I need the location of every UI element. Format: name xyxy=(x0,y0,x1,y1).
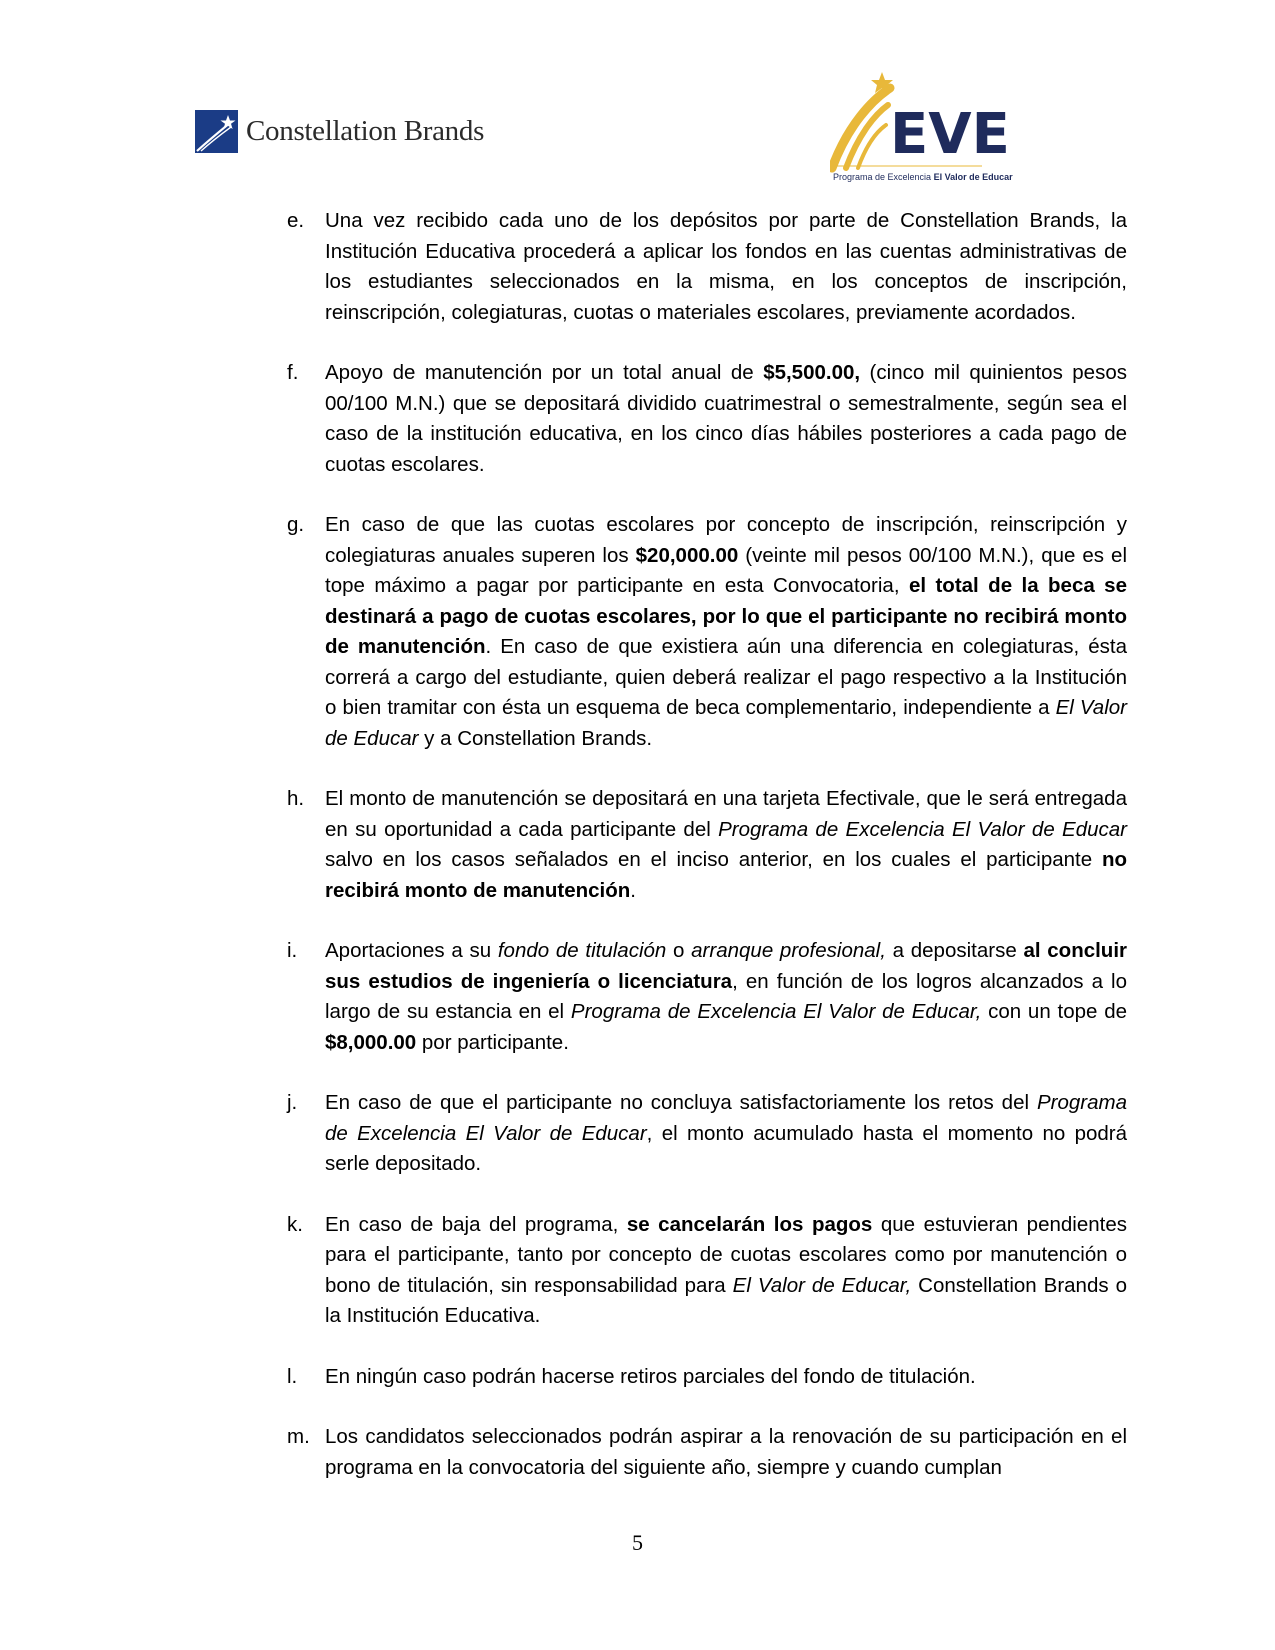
list-item-text xyxy=(325,1422,1127,1483)
bold-text: no recibirá monto de manutención xyxy=(325,848,1127,902)
list-item xyxy=(287,206,1127,328)
text-segment: El monto de manutención se depositará en una tarjeta Efectivale, que le será entregada en su oportunidad a cada participante del xyxy=(325,787,1127,841)
italic-text: fondo de titulación xyxy=(497,939,667,962)
italic-text: El Valor de Educar, xyxy=(732,1273,912,1297)
text-segment: (cinco mil quinientos pesos 00/100 M.N.) que se depositará dividido cuatrimestral o semestralmente, según sea el caso de la institución educativa, en los cinco días hábiles posteriores a cada pago de cuotas escolares. xyxy=(325,361,1127,476)
text-segment: En caso de que las cuotas escolares por concepto de inscripción, reinscripción y colegiaturas anuales superen los xyxy=(325,513,1127,567)
bold-text: $8,000.00 xyxy=(325,1030,417,1054)
text-segment: , el monto acumulado hasta el momento no podrá serle depositado. xyxy=(325,1121,1127,1175)
text-segment: y a Constellation Brands. xyxy=(418,726,653,750)
bold-text: al concluir sus estudios de ingeniería o licenciatura xyxy=(325,939,1128,993)
text-segment: . En caso de que existiera aún una diferencia en colegiaturas, ésta correrá a cargo del estudiante, quien deberá realizar el pago respectivo a la Institución o bien tramitar con ésta un esquema de beca complementario, independiente a xyxy=(325,635,1128,719)
list-marker: h. xyxy=(287,787,305,810)
list-item xyxy=(287,358,1127,480)
list-marker: l. xyxy=(287,1364,298,1388)
constellation-star-icon xyxy=(195,110,238,153)
italic-text: El Valor de Educar xyxy=(325,696,1127,750)
italic-text: arranque profesional, xyxy=(691,939,886,962)
text-segment: Apoyo de manutención por un total anual de xyxy=(325,361,764,384)
bold-text: $5,500.00, xyxy=(763,361,861,384)
list-item-text xyxy=(325,1210,1127,1332)
list-item xyxy=(287,1210,1127,1332)
text-segment: Los candidatos seleccionados podrán aspirar a la renovación de su participación en el programa en la convocatoria del siguiente año, siempre y cuando cumplan xyxy=(325,1425,1127,1479)
list-marker: f. xyxy=(287,361,299,384)
page-number: 5 xyxy=(632,1530,643,1555)
italic-text: Programa de Excelencia El Valor de Educar xyxy=(718,817,1127,841)
list-marker: i. xyxy=(287,939,298,962)
bold-text: se cancelarán los pagos xyxy=(626,1212,873,1236)
list-item-text xyxy=(325,206,1127,328)
list-item xyxy=(287,1362,1127,1393)
bold-text: el total de la beca se destinará a pago de cuotas escolares, por lo que el participante no recibirá monto de manutención xyxy=(325,574,1127,658)
text-segment: o xyxy=(666,939,692,962)
list-item-text xyxy=(325,1088,1127,1180)
list-item-text xyxy=(325,358,1127,480)
text-segment: (veinte mil pesos 00/100 M.N.), que es el tope máximo a pagar por participante en esta Convocatoria, xyxy=(325,543,1128,597)
italic-text: Programa de Excelencia El Valor de Educar, xyxy=(570,1000,982,1023)
text-segment: Una vez recibido cada uno de los depósitos por parte de Constellation Brands, la Institución Educativa procederá a aplicar los fondos en las cuentas administrativas de los estudiantes seleccionados en la misma, en los conceptos de inscripción, reinscripción, colegiaturas, cuotas o materiales escolares, previamente acordados. xyxy=(325,209,1127,324)
eve-tagline-prefix: Programa de Excelencia xyxy=(833,172,934,182)
text-segment: con un tope de xyxy=(981,1000,1128,1023)
italic-text: Programa de Excelencia El Valor de Educar xyxy=(325,1091,1127,1145)
list-marker: m. xyxy=(287,1425,310,1448)
eve-tagline xyxy=(833,172,1013,182)
text-segment: salvo en los casos señalados en el inciso anterior, en los cuales el participante xyxy=(325,848,1102,871)
eve-logo xyxy=(830,70,1030,185)
list-marker: g. xyxy=(287,513,305,536)
brand-name: Constellation Brands xyxy=(246,115,485,147)
text-segment: , en función de los logros alcanzados a lo largo de su estancia en el xyxy=(325,969,1127,1023)
text-segment: que estuvieran pendientes para el participante, tanto por concepto de cuotas escolares como por manutención o bono de titulación, sin responsabilidad para xyxy=(325,1212,1127,1297)
text-segment: Constellation Brands o la Institución Educativa. xyxy=(325,1273,1127,1327)
list-item xyxy=(287,510,1127,754)
document-body xyxy=(287,206,1127,1513)
eve-wordmark: EVE xyxy=(890,102,1010,167)
list-item xyxy=(287,936,1127,1058)
page-header xyxy=(0,0,1275,200)
list-item-text xyxy=(325,784,1127,906)
list-marker: e. xyxy=(287,209,305,232)
bold-text: $20,000.00 xyxy=(635,543,739,567)
text-segment: Aportaciones a su xyxy=(325,939,498,962)
list-marker: j. xyxy=(287,1091,298,1114)
text-segment: por participante. xyxy=(416,1030,569,1054)
list-item xyxy=(287,1422,1127,1483)
list-item xyxy=(287,784,1127,906)
text-segment: a depositarse xyxy=(885,939,1024,962)
eve-tagline-bold: El Valor de Educar xyxy=(933,172,1013,182)
list-item xyxy=(287,1088,1127,1180)
text-segment: En ningún caso podrán hacerse retiros parciales del fondo de titulación. xyxy=(325,1364,976,1388)
constellation-brands-logo xyxy=(195,110,484,153)
text-segment: . xyxy=(630,878,636,902)
text-segment: En caso de que el participante no concluya satisfactoriamente los retos del xyxy=(325,1091,1037,1114)
list-item-text xyxy=(325,1362,1127,1393)
text-segment: En caso de baja del programa, xyxy=(325,1212,627,1236)
list-item-text xyxy=(325,936,1127,1058)
list-marker: k. xyxy=(287,1212,303,1236)
list-item-text xyxy=(325,510,1127,754)
